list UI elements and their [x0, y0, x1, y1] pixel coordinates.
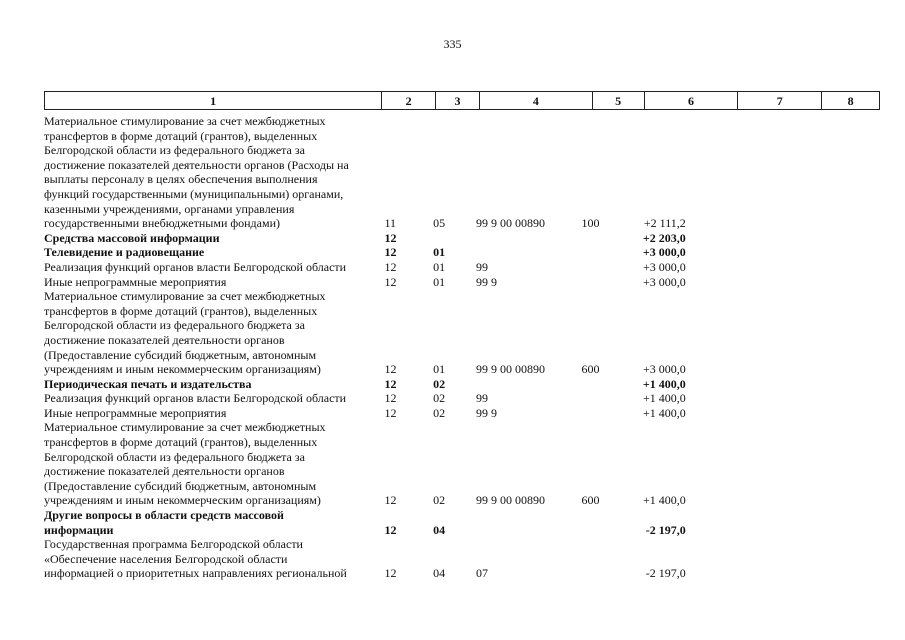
description-line: Иные непрограммные мероприятия [44, 405, 227, 420]
description-line: государственными внебюджетными фондами) [44, 216, 281, 231]
section-code: 12 [384, 566, 397, 581]
header-col-2: 2 [382, 92, 436, 109]
target-article-code: 99 [475, 391, 488, 406]
description-line: функций государственными (муниципальными) органами, [44, 186, 344, 201]
description-line: Материальное стимулирование за счет межбюджетных [44, 114, 326, 128]
table-row [44, 508, 880, 537]
target-article-code: 99 [475, 259, 488, 274]
amount-change: +2 111,2 [643, 216, 686, 231]
amount-change: +1 400,0 [642, 376, 686, 391]
section-code: 12 [384, 391, 397, 406]
row-description [44, 231, 370, 246]
table-header [44, 91, 880, 110]
description-line: (Предоставление субсидий бюджетным, автономным [44, 478, 317, 493]
description-line: Периодическая печать и издательства [44, 376, 252, 391]
description-line: достижение показателей деятельности органов [44, 464, 285, 479]
description-line: Телевидение и радиовещание [44, 245, 205, 260]
subsection-code: 01 [433, 274, 446, 289]
description-line: Материальное стимулирование за счет межбюджетных [44, 289, 326, 304]
subsection-code: 01 [433, 362, 446, 377]
row-description [44, 377, 370, 392]
subsection-code: 01 [433, 245, 446, 260]
description-line: Материальное стимулирование за счет межбюджетных [44, 420, 326, 435]
subsection-code: 02 [433, 376, 446, 391]
description-line: трансфертов в форме дотаций (грантов), выделенных [44, 435, 318, 450]
row-description [44, 275, 370, 290]
section-code: 12 [384, 274, 397, 289]
section-code: 12 [384, 362, 397, 377]
amount-change: +3 000,0 [642, 245, 686, 260]
header-col-7: 7 [738, 92, 822, 109]
amount-change: -2 197,0 [645, 566, 686, 581]
target-article-code: 99 9 00 00890 [475, 362, 545, 377]
header-col-8: 8 [847, 94, 854, 108]
table-row [44, 537, 880, 581]
description-line: «Обеспечение населения Белгородской области [44, 551, 288, 566]
amount-change: +2 203,0 [642, 230, 686, 245]
section-code: 12 [384, 230, 397, 245]
table-body [44, 114, 880, 581]
description-line: (Предоставление субсидий бюджетным, автономным [44, 347, 317, 362]
subsection-code: 02 [433, 391, 446, 406]
header-col-6: 6 [645, 92, 739, 109]
section-code: 12 [384, 522, 397, 537]
target-article-code: 07 [475, 566, 488, 581]
description-line: информации [44, 522, 114, 537]
row-description [44, 245, 370, 260]
subsection-code: 02 [433, 493, 446, 508]
table-row [44, 245, 880, 260]
description-line: достижение показателей деятельности органов [44, 332, 285, 347]
description-line: трансфертов в форме дотаций (грантов), выделенных [44, 128, 318, 143]
section-code: 11 [384, 216, 397, 231]
amount-change: +3 000,0 [642, 362, 686, 377]
header-col-1: 1 [45, 92, 382, 109]
description-line: выплаты персоналу в целях обеспечения выполнения [44, 172, 318, 187]
subsection-code: 02 [433, 405, 446, 420]
row-description [44, 289, 370, 377]
page-number: 335 [443, 37, 462, 51]
description-line: Белгородской области из федерального бюджета за [44, 143, 305, 158]
subsection-code: 01 [433, 259, 446, 274]
row-description [44, 114, 370, 231]
row-description [44, 537, 370, 581]
expense-type-code: 600 [581, 493, 600, 508]
table-row [44, 114, 880, 231]
amount-change: +1 400,0 [642, 391, 686, 406]
target-article-code: 99 9 00 00890 [475, 493, 545, 508]
description-line: Иные непрограммные мероприятия [44, 274, 227, 289]
table-row [44, 391, 880, 406]
row-description [44, 391, 370, 406]
section-code: 12 [384, 493, 397, 508]
amount-change: +3 000,0 [642, 259, 686, 274]
description-line: Средства массовой информации [44, 230, 220, 245]
table-row [44, 260, 880, 275]
amount-change: +3 000,0 [642, 274, 686, 289]
description-line: Государственная программа Белгородской области [44, 537, 303, 552]
description-line: информацией о приоритетных направлениях региональной [44, 566, 347, 581]
row-description [44, 406, 370, 421]
expense-type-code: 100 [581, 216, 600, 231]
description-line: казенными учреждениями, органами управления [44, 201, 295, 216]
amount-change: -2 197,0 [645, 522, 686, 537]
section-code: 12 [384, 259, 397, 274]
subsection-code: 04 [433, 566, 446, 581]
description-line: учреждениям и иным некоммерческим организациям) [44, 362, 321, 377]
description-line: Другие вопросы в области средств массовой [44, 508, 284, 523]
description-line: учреждениям и иным некоммерческим организациям) [44, 493, 321, 508]
expense-type-code: 600 [581, 362, 600, 377]
target-article-code: 99 9 00 00890 [475, 216, 545, 231]
table-row [44, 406, 880, 421]
header-col-3: 3 [436, 92, 480, 109]
table-row [44, 289, 880, 377]
table-row [44, 420, 880, 508]
table-row [44, 231, 880, 246]
description-line: Белгородской области из федерального бюджета за [44, 318, 305, 333]
subsection-code: 04 [433, 522, 446, 537]
target-article-code: 99 9 [475, 405, 497, 420]
subsection-code: 05 [433, 216, 446, 231]
section-code: 12 [384, 245, 397, 260]
header-col-4: 4 [480, 92, 593, 109]
target-article-code: 99 9 [475, 274, 497, 289]
description-line: Белгородской области из федерального бюджета за [44, 449, 305, 464]
description-line: Реализация функций органов власти Белгородской области [44, 391, 347, 406]
section-code: 12 [384, 376, 397, 391]
row-description [44, 420, 370, 508]
header-col-5: 5 [593, 92, 645, 109]
section-code: 12 [384, 405, 397, 420]
description-line: трансфертов в форме дотаций (грантов), выделенных [44, 303, 318, 318]
description-line: достижение показателей деятельности органов (Расходы на [44, 157, 349, 172]
row-description [44, 508, 370, 537]
row-description [44, 260, 370, 275]
description-line: Реализация функций органов власти Белгородской области [44, 259, 347, 274]
table-row [44, 275, 880, 290]
table-row [44, 377, 880, 392]
amount-change: +1 400,0 [642, 405, 686, 420]
amount-change: +1 400,0 [642, 493, 686, 508]
